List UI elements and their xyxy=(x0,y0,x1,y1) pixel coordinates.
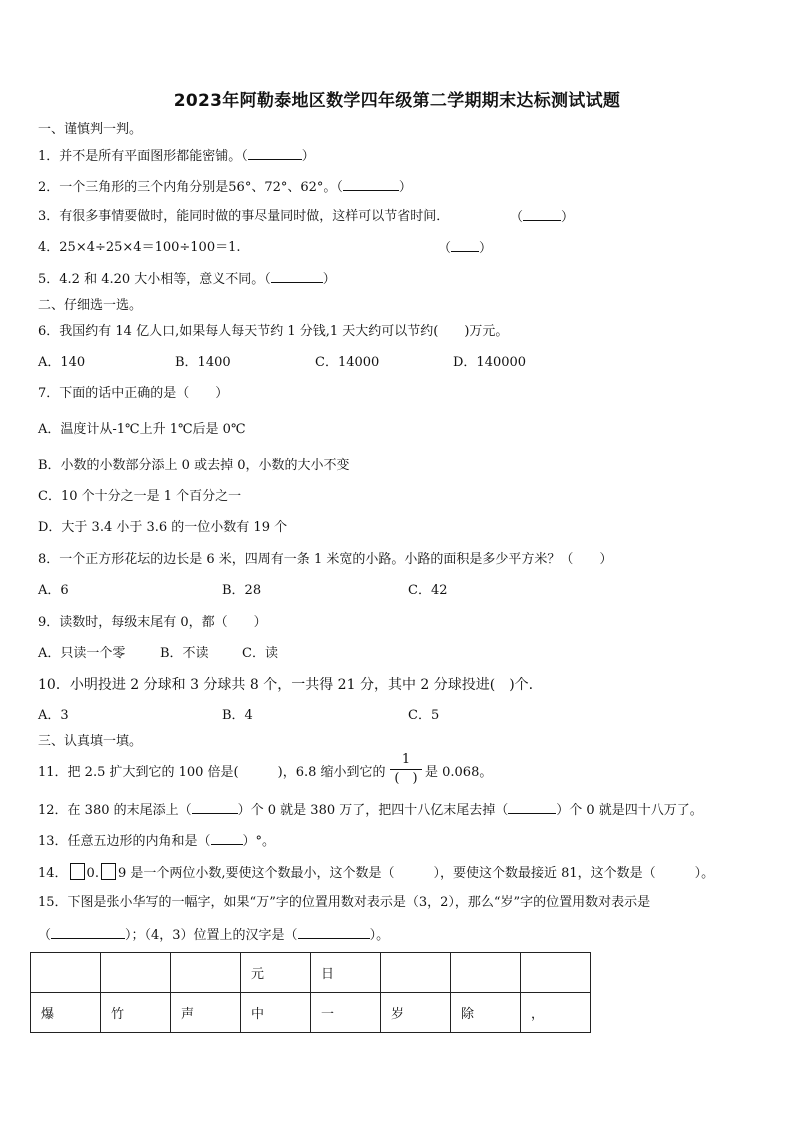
section-heading-fill: 三、认真填一填。 xyxy=(38,734,143,749)
q7-option-c[interactable]: C．10 个十分之一是 1 个百分之一 xyxy=(38,489,242,504)
question-12: 12．在 380 的末尾添上（ ）个 0 就是 380 万了，把四十八亿末尾去掉（ ）个 0 就是四十八万了。 xyxy=(38,803,703,818)
question-15-line-2: （ ）；（4，3）位置上的汉字是（ ）。 xyxy=(38,928,390,943)
grid-cell xyxy=(521,953,591,993)
grid-cell: 元 xyxy=(241,953,311,993)
q7-option-d[interactable]: D．大于 3.4 小于 3.6 的一位小数有 19 个 xyxy=(38,520,288,535)
answer-blank[interactable] xyxy=(211,832,243,845)
question-4-answer: （ ） xyxy=(438,241,493,256)
q7-option-b[interactable]: B．小数的小数部分添上 0 或去掉 0，小数的大小不变 xyxy=(38,458,350,473)
grid-cell: ， xyxy=(521,993,591,1033)
question-3-answer: （ ） xyxy=(510,210,575,225)
question-8: 8．一个正方形花坛的边长是 6 米，四周有一条 1 米宽的小路。小路的面积是多少平方米？（ ） xyxy=(38,552,613,567)
q9-option-b[interactable]: B．不读 xyxy=(160,646,209,661)
character-grid xyxy=(30,952,591,1033)
answer-blank[interactable] xyxy=(508,801,556,814)
question-11-tail: 是 0.068。 xyxy=(425,765,493,780)
question-11: 11．把 2.5 扩大到它的 100 倍是( )，6.8 缩小到它的 xyxy=(38,765,386,780)
question-5: 5．4.2 和 4.20 大小相等，意义不同。（ ） xyxy=(38,272,336,287)
q7-option-a[interactable]: A．温度计从-1℃上升 1℃后是 0℃ xyxy=(38,422,246,437)
question-7: 7．下面的话中正确的是（ ） xyxy=(38,386,229,401)
answer-blank[interactable] xyxy=(451,239,479,252)
answer-blank[interactable] xyxy=(51,926,125,939)
answer-blank[interactable] xyxy=(271,270,323,283)
question-9: 9．读数时，每级末尾有 0，都（ ） xyxy=(38,615,267,630)
fraction-numerator: 1 xyxy=(390,752,422,770)
q10-option-b[interactable]: B．4 xyxy=(222,708,253,723)
answer-blank[interactable] xyxy=(298,926,370,939)
grid-cell: 爆 xyxy=(31,993,101,1033)
q8-option-a[interactable]: A．6 xyxy=(38,583,69,598)
answer-blank[interactable] xyxy=(523,208,561,221)
question-10: 10．小明投进 2 分球和 3 分球共 8 个，一共得 21 分，其中 2 分球投进( )个. xyxy=(38,677,534,693)
question-1: 1．并不是所有平面图形都能密铺。（ ） xyxy=(38,149,315,164)
q9-option-a[interactable]: A．只读一个零 xyxy=(38,646,126,661)
q10-option-a[interactable]: A．3 xyxy=(38,708,69,723)
page-title: 2023年阿勒泰地区数学四年级第二学期期末达标测试试题 xyxy=(173,91,621,111)
question-2: 2．一个三角形的三个内角分别是56°、72°、62°。（ ） xyxy=(38,180,412,195)
grid-cell xyxy=(101,953,171,993)
grid-cell: 岁 xyxy=(381,993,451,1033)
q6-option-b[interactable]: B．1400 xyxy=(175,355,231,370)
question-6: 6．我国约有 14 亿人口,如果每人每天节约 1 分钱,1 天大约可以节约( )万元。 xyxy=(38,324,509,339)
grid-cell: 声 xyxy=(171,993,241,1033)
grid-row-bottom xyxy=(31,993,591,1033)
digit-box[interactable] xyxy=(101,863,116,880)
question-3: 3．有很多事情要做时，能同时做的事尽量同时做，这样可以节省时间． xyxy=(38,209,450,224)
grid-cell xyxy=(31,953,101,993)
answer-blank[interactable] xyxy=(343,178,399,191)
question-4: 4．25×4÷25×4＝100÷100＝1. xyxy=(38,240,241,255)
section-heading-choose: 二、仔细选一选。 xyxy=(38,298,143,313)
grid-cell: 一 xyxy=(311,993,381,1033)
grid-cell: 日 xyxy=(311,953,381,993)
fraction xyxy=(390,752,422,787)
question-15: 15．下图是张小华写的一幅字，如果“万”字的位置用数对表示是（3，2），那么“岁”字的位置用数对表示是 xyxy=(38,895,651,910)
grid-cell xyxy=(451,953,521,993)
grid-row-top xyxy=(31,953,591,993)
q9-option-c[interactable]: C．读 xyxy=(242,646,278,661)
digit-box[interactable] xyxy=(70,863,85,880)
q10-option-c[interactable]: C．5 xyxy=(408,708,440,723)
grid-cell xyxy=(381,953,451,993)
answer-blank[interactable] xyxy=(248,147,302,160)
q6-option-a[interactable]: A．140 xyxy=(38,355,86,370)
grid-cell xyxy=(171,953,241,993)
q8-option-c[interactable]: C．42 xyxy=(408,583,448,598)
grid-cell: 中 xyxy=(241,993,311,1033)
grid-cell: 除 xyxy=(451,993,521,1033)
fraction-denominator[interactable]: ( ) xyxy=(394,771,418,786)
q8-option-b[interactable]: B．28 xyxy=(222,583,262,598)
grid-cell: 竹 xyxy=(101,993,171,1033)
section-heading-judge: 一、谨慎判一判。 xyxy=(38,122,143,137)
question-14: 14． 0. 9 是一个两位小数,要使这个数最小，这个数是（ ），要使这个数最接近 81，这个数是（ ）。 xyxy=(38,863,714,883)
question-13: 13．任意五边形的内角和是（ ）°。 xyxy=(38,834,276,849)
q6-option-d[interactable]: D．140000 xyxy=(453,355,527,370)
answer-blank[interactable] xyxy=(192,801,238,814)
q6-option-c[interactable]: C．14000 xyxy=(315,355,380,370)
